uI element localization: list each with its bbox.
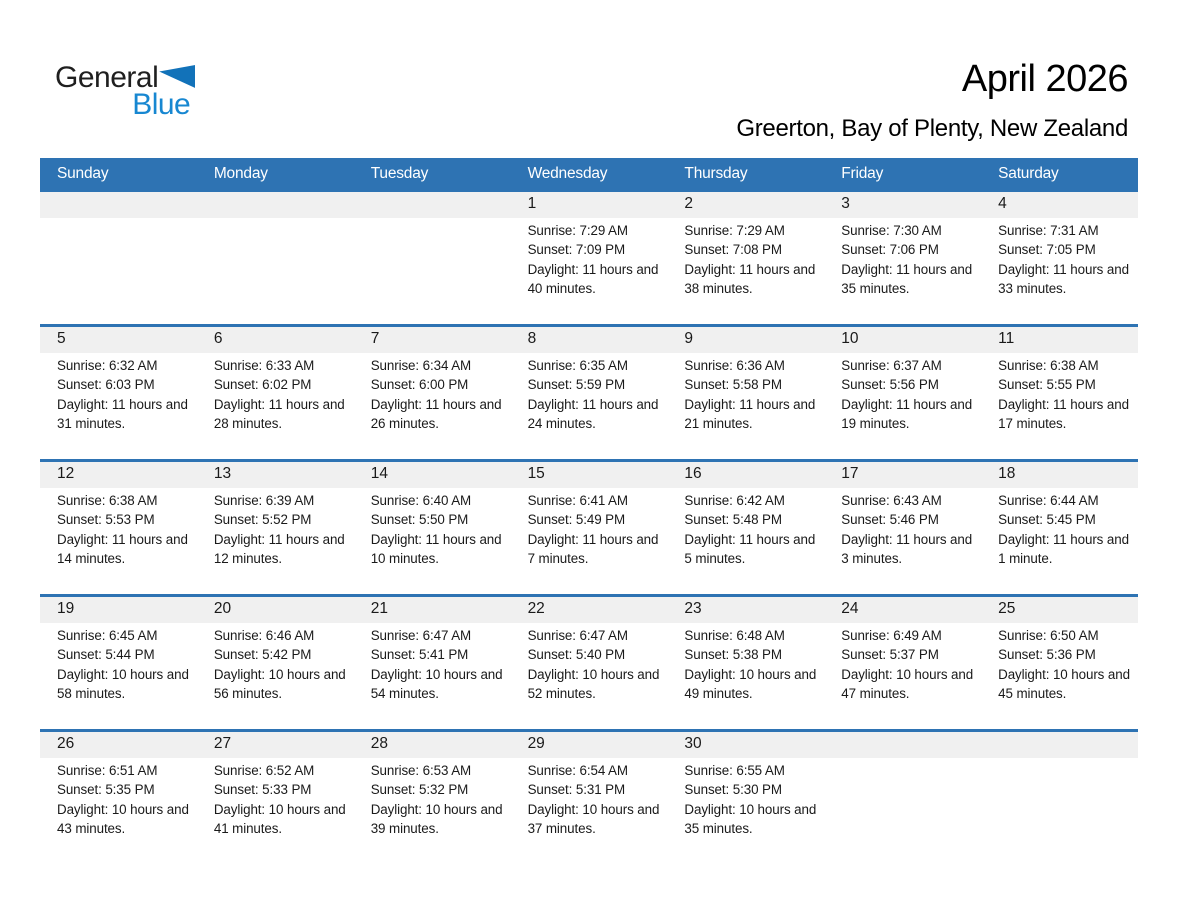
daylight-line: Daylight: 11 hours and 24 minutes. <box>527 396 659 432</box>
sunset-line: Sunset: 6:03 PM <box>57 377 155 393</box>
day-cell-24 <box>824 623 981 729</box>
sunset-line: Sunset: 5:36 PM <box>998 647 1096 663</box>
day-number-7: 7 <box>370 330 380 347</box>
sunset-line: Sunset: 5:33 PM <box>213 782 312 798</box>
day-cell-14 <box>354 488 511 594</box>
day-number-1: 1 <box>527 195 537 212</box>
sunset-line: Sunset: 5:55 PM <box>998 377 1096 393</box>
day-number-26: 26 <box>57 735 75 752</box>
day-number-band <box>40 327 1138 353</box>
day-cell-16 <box>667 488 824 594</box>
weekday-header-sunday: Sunday <box>57 165 109 182</box>
day-number-14: 14 <box>370 465 388 482</box>
sunrise-line: Sunrise: 6:49 AM <box>841 628 942 643</box>
day-cell-30 <box>667 758 824 864</box>
daylight-line: Daylight: 11 hours and 28 minutes. <box>213 396 345 432</box>
sunrise-line: Sunrise: 6:48 AM <box>684 628 785 643</box>
sunset-line: Sunset: 5:31 PM <box>527 782 626 798</box>
sunrise-line: Sunrise: 6:36 AM <box>684 358 785 373</box>
day-cell-empty <box>197 218 354 324</box>
day-cell-4 <box>981 218 1138 324</box>
sunrise-line: Sunrise: 6:43 AM <box>841 493 942 508</box>
daylight-line: Daylight: 10 hours and 54 minutes. <box>370 666 503 702</box>
sunset-line: Sunset: 5:44 PM <box>57 647 155 663</box>
sunrise-line: Sunrise: 6:53 AM <box>370 763 472 778</box>
sunrise-line: Sunrise: 6:34 AM <box>370 358 472 373</box>
day-cell-20 <box>197 623 354 729</box>
day-detail-band <box>40 353 1138 459</box>
sunset-line: Sunset: 6:00 PM <box>370 377 469 393</box>
day-detail-band <box>40 623 1138 729</box>
day-number-6: 6 <box>213 330 223 347</box>
calendar-table <box>40 158 1138 864</box>
week-row-3 <box>40 459 1138 594</box>
daylight-line: Daylight: 11 hours and 38 minutes. <box>684 261 816 297</box>
day-number-band <box>40 192 1138 218</box>
logo-text-general: General <box>55 61 159 94</box>
sunrise-line: Sunrise: 7:30 AM <box>841 223 942 238</box>
daylight-line: Daylight: 11 hours and 10 minutes. <box>370 531 502 567</box>
sunset-line: Sunset: 5:32 PM <box>370 782 469 798</box>
day-cell-empty <box>981 758 1138 864</box>
day-cell-5 <box>40 353 197 459</box>
daylight-line: Daylight: 10 hours and 37 minutes. <box>527 801 660 837</box>
day-cell-empty <box>354 218 511 324</box>
day-number-5: 5 <box>57 330 66 347</box>
sunset-line: Sunset: 5:48 PM <box>684 512 782 528</box>
day-number-4: 4 <box>998 195 1007 212</box>
daylight-line: Daylight: 10 hours and 45 minutes. <box>998 666 1130 702</box>
daylight-line: Daylight: 11 hours and 35 minutes. <box>841 261 973 297</box>
day-cell-17 <box>824 488 981 594</box>
day-number-17: 17 <box>841 465 859 482</box>
daylight-line: Daylight: 11 hours and 31 minutes. <box>57 396 188 432</box>
sunset-line: Sunset: 7:05 PM <box>998 242 1096 258</box>
title-block <box>40 58 1128 143</box>
weekday-header-monday: Monday <box>213 165 268 182</box>
day-detail-band <box>40 218 1138 324</box>
sunrise-line: Sunrise: 6:55 AM <box>684 763 785 778</box>
day-number-13: 13 <box>213 465 232 482</box>
daylight-line: Daylight: 10 hours and 56 minutes. <box>213 666 346 702</box>
sunrise-line: Sunrise: 7:31 AM <box>998 223 1099 238</box>
day-cell-22 <box>511 623 668 729</box>
day-cell-25 <box>981 623 1138 729</box>
day-number-25: 25 <box>998 600 1016 617</box>
day-number-10: 10 <box>841 330 859 347</box>
sunset-line: Sunset: 7:08 PM <box>684 242 782 258</box>
sunset-line: Sunset: 5:41 PM <box>370 647 469 663</box>
day-number-empty <box>197 192 354 218</box>
daylight-line: Daylight: 11 hours and 26 minutes. <box>370 396 502 432</box>
day-cell-empty <box>40 218 197 324</box>
sunrise-line: Sunrise: 6:38 AM <box>57 493 158 508</box>
day-number-21: 21 <box>370 600 388 617</box>
daylight-line: Daylight: 11 hours and 17 minutes. <box>998 396 1129 432</box>
day-number-28: 28 <box>370 735 388 752</box>
daylight-line: Daylight: 11 hours and 14 minutes. <box>57 531 188 567</box>
sunrise-line: Sunrise: 7:29 AM <box>527 223 628 238</box>
day-number-empty <box>981 732 1138 758</box>
daylight-line: Daylight: 10 hours and 52 minutes. <box>527 666 660 702</box>
day-number-22: 22 <box>527 600 545 617</box>
day-number-band <box>40 462 1138 488</box>
daylight-line: Daylight: 10 hours and 43 minutes. <box>57 801 189 837</box>
day-number-band <box>40 597 1138 623</box>
sunrise-line: Sunrise: 6:47 AM <box>370 628 472 643</box>
sunset-line: Sunset: 5:35 PM <box>57 782 155 798</box>
daylight-line: Daylight: 11 hours and 19 minutes. <box>841 396 973 432</box>
sunset-line: Sunset: 5:40 PM <box>527 647 626 663</box>
day-number-29: 29 <box>527 735 545 752</box>
day-cell-9 <box>667 353 824 459</box>
week-row-5 <box>40 729 1138 864</box>
daylight-line: Daylight: 11 hours and 21 minutes. <box>684 396 816 432</box>
daylight-line: Daylight: 11 hours and 1 minute. <box>998 531 1129 567</box>
sunrise-line: Sunrise: 6:39 AM <box>213 493 315 508</box>
day-number-empty <box>354 192 511 218</box>
sunrise-line: Sunrise: 6:40 AM <box>370 493 472 508</box>
day-number-9: 9 <box>684 330 694 347</box>
daylight-line: Daylight: 11 hours and 7 minutes. <box>527 531 659 567</box>
weekday-header-row <box>40 158 1138 189</box>
day-cell-2 <box>667 218 824 324</box>
sunset-line: Sunset: 5:59 PM <box>527 377 626 393</box>
sunrise-line: Sunrise: 6:50 AM <box>998 628 1099 643</box>
day-number-empty <box>40 192 197 218</box>
day-cell-3 <box>824 218 981 324</box>
sunset-line: Sunset: 5:52 PM <box>213 512 312 528</box>
day-number-18: 18 <box>998 465 1016 482</box>
day-number-3: 3 <box>841 195 850 212</box>
day-number-27: 27 <box>213 735 232 752</box>
sunset-line: Sunset: 5:45 PM <box>998 512 1096 528</box>
sunset-line: Sunset: 5:53 PM <box>57 512 155 528</box>
weekday-header-friday: Friday <box>841 165 884 182</box>
sunrise-line: Sunrise: 6:37 AM <box>841 358 942 373</box>
sunset-line: Sunset: 7:06 PM <box>841 242 939 258</box>
day-detail-band <box>40 758 1138 864</box>
day-cell-29 <box>511 758 668 864</box>
day-detail-band <box>40 488 1138 594</box>
day-number-8: 8 <box>527 330 537 347</box>
day-number-2: 2 <box>684 195 694 212</box>
day-cell-21 <box>354 623 511 729</box>
day-cell-11 <box>981 353 1138 459</box>
daylight-line: Daylight: 10 hours and 47 minutes. <box>841 666 974 702</box>
day-number-16: 16 <box>684 465 702 482</box>
weekday-header-tuesday: Tuesday <box>370 165 429 182</box>
day-cell-8 <box>511 353 668 459</box>
sunset-line: Sunset: 5:42 PM <box>213 647 312 663</box>
day-cell-empty <box>824 758 981 864</box>
day-number-19: 19 <box>57 600 75 617</box>
day-cell-10 <box>824 353 981 459</box>
sunrise-line: Sunrise: 6:47 AM <box>527 628 628 643</box>
sunrise-line: Sunrise: 6:32 AM <box>57 358 158 373</box>
sunrise-line: Sunrise: 6:33 AM <box>213 358 315 373</box>
daylight-line: Daylight: 10 hours and 35 minutes. <box>684 801 817 837</box>
sunrise-line: Sunrise: 7:29 AM <box>684 223 785 238</box>
day-cell-23 <box>667 623 824 729</box>
sunset-line: Sunset: 6:02 PM <box>213 377 312 393</box>
sunset-line: Sunset: 5:49 PM <box>527 512 626 528</box>
day-number-24: 24 <box>841 600 859 617</box>
day-number-30: 30 <box>684 735 702 752</box>
sunrise-line: Sunrise: 6:51 AM <box>57 763 158 778</box>
sunset-line: Sunset: 5:30 PM <box>684 782 782 798</box>
sunrise-line: Sunrise: 6:41 AM <box>527 493 628 508</box>
day-cell-6 <box>197 353 354 459</box>
sunset-line: Sunset: 7:09 PM <box>527 242 626 258</box>
day-cell-15 <box>511 488 668 594</box>
day-cell-12 <box>40 488 197 594</box>
sunset-line: Sunset: 5:38 PM <box>684 647 782 663</box>
daylight-line: Daylight: 10 hours and 58 minutes. <box>57 666 189 702</box>
daylight-line: Daylight: 10 hours and 49 minutes. <box>684 666 817 702</box>
daylight-line: Daylight: 10 hours and 39 minutes. <box>370 801 503 837</box>
daylight-line: Daylight: 11 hours and 33 minutes. <box>998 261 1129 297</box>
day-cell-26 <box>40 758 197 864</box>
day-number-11: 11 <box>998 330 1015 347</box>
daylight-line: Daylight: 11 hours and 12 minutes. <box>213 531 345 567</box>
weekday-header-thursday: Thursday <box>684 165 748 182</box>
daylight-line: Daylight: 11 hours and 40 minutes. <box>527 261 659 297</box>
day-cell-19 <box>40 623 197 729</box>
page-subtitle: Greerton, Bay of Plenty, New Zealand <box>736 115 1128 142</box>
sunrise-line: Sunrise: 6:35 AM <box>527 358 628 373</box>
sunrise-line: Sunrise: 6:54 AM <box>527 763 628 778</box>
sunrise-line: Sunrise: 6:52 AM <box>213 763 315 778</box>
day-cell-1 <box>511 218 668 324</box>
week-row-4 <box>40 594 1138 729</box>
sunset-line: Sunset: 5:50 PM <box>370 512 469 528</box>
sunset-line: Sunset: 5:37 PM <box>841 647 939 663</box>
day-cell-7 <box>354 353 511 459</box>
sunrise-line: Sunrise: 6:46 AM <box>213 628 315 643</box>
weekday-header-saturday: Saturday <box>998 165 1059 182</box>
daylight-line: Daylight: 10 hours and 41 minutes. <box>213 801 346 837</box>
day-number-band <box>40 732 1138 758</box>
sunset-line: Sunset: 5:56 PM <box>841 377 939 393</box>
sunrise-line: Sunrise: 6:38 AM <box>998 358 1099 373</box>
day-number-empty <box>824 732 981 758</box>
day-cell-13 <box>197 488 354 594</box>
day-number-15: 15 <box>527 465 545 482</box>
week-row-1 <box>40 189 1138 324</box>
day-number-20: 20 <box>213 600 232 617</box>
daylight-line: Daylight: 11 hours and 3 minutes. <box>841 531 973 567</box>
day-cell-18 <box>981 488 1138 594</box>
sunrise-line: Sunrise: 6:44 AM <box>998 493 1099 508</box>
day-cell-27 <box>197 758 354 864</box>
sunset-line: Sunset: 5:58 PM <box>684 377 782 393</box>
day-cell-28 <box>354 758 511 864</box>
week-row-2 <box>40 324 1138 459</box>
daylight-line: Daylight: 11 hours and 5 minutes. <box>684 531 816 567</box>
logo-text-blue: Blue <box>132 88 191 121</box>
sunrise-line: Sunrise: 6:45 AM <box>57 628 158 643</box>
page-title: April 2026 <box>961 58 1128 100</box>
sunrise-line: Sunrise: 6:42 AM <box>684 493 785 508</box>
weekday-header-wednesday: Wednesday <box>527 165 608 182</box>
sunset-line: Sunset: 5:46 PM <box>841 512 939 528</box>
day-number-23: 23 <box>684 600 702 617</box>
day-number-12: 12 <box>57 465 75 482</box>
